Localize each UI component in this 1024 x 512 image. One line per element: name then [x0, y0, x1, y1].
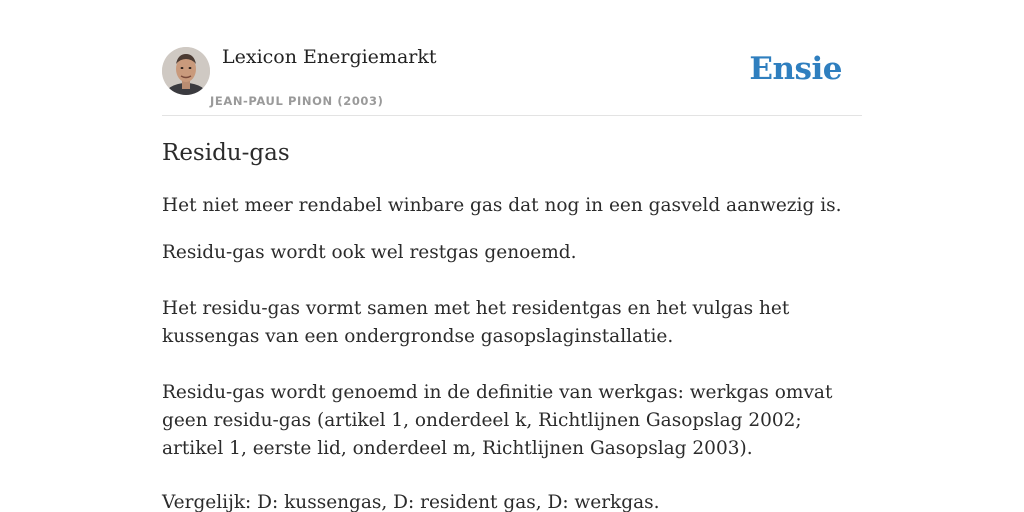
header [162, 0, 862, 116]
entry-card [162, 0, 862, 512]
see-also-paragraph: Vergelijk: D: kussengas, D: resident gas, D: werkgas. [162, 492, 660, 512]
body-paragraph: Residu-gas wordt ook wel restgas genoemd. [162, 242, 577, 263]
brand-logo[interactable]: Ensie [749, 51, 842, 87]
author-portrait-icon [162, 47, 210, 95]
entry-title: Residu-gas [162, 140, 290, 166]
author-name[interactable]: JEAN-PAUL PINON (2003) [210, 94, 384, 108]
definition-paragraph: Het niet meer rendabel winbare gas dat nog in een gasveld aanwezig is. [162, 195, 842, 216]
body-paragraph: Het residu-gas vormt samen met het residentgas en het vulgas het kussengas van een ondergrondse gasopslaginstallatie. [162, 298, 790, 347]
book-title[interactable]: Lexicon Energiemarkt [222, 46, 437, 68]
body-paragraph: Residu-gas wordt genoemd in de definitie van werkgas: werkgas omvat geen residu-gas (artikel 1, onderdeel k, Richtlijnen Gasopslag 2002; artikel 1, eerste lid, onderdeel m, Richtlijnen Gasopslag 2003). [162, 382, 833, 459]
author-avatar [162, 47, 210, 95]
